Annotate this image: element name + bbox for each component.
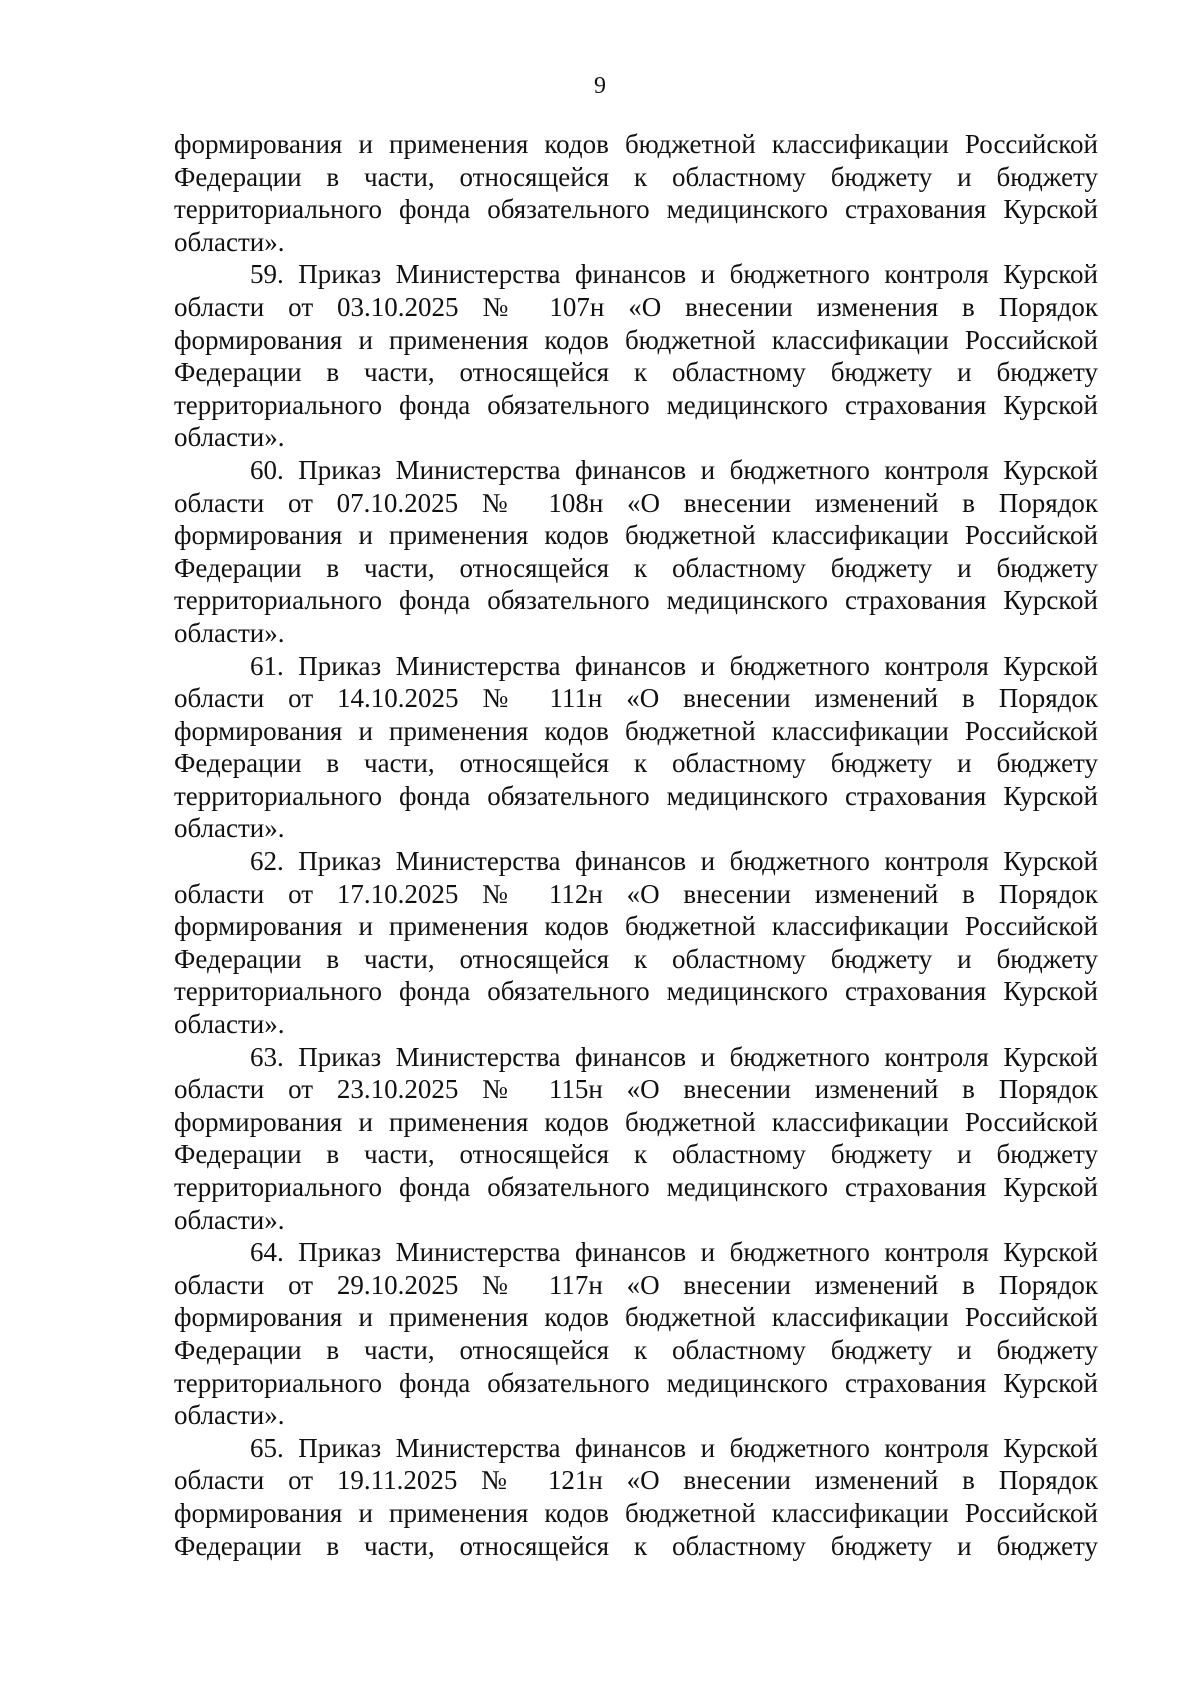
list-item-62: 62. Приказ Министерства финансов и бюджетного контроля Курской области от 17.10.2025 № 112н «О внесении изменений в Порядок формирования и применения кодов бюджетной классификации Российской Федерации в части, относящейся к областному бюджету и бюджету территориального фонда обязательного медицинского страхования Курской области».: [174, 846, 1098, 1040]
list-item-65: 65. Приказ Министерства финансов и бюджетного контроля Курской области от 19.11.2025 № 121н «О внесении изменений в Порядок формирования и применения кодов бюджетной классификации Российской Федерации в части, относящейся к областному бюджету и бюджету: [174, 1432, 1098, 1561]
list-item-60: 60. Приказ Министерства финансов и бюджетного контроля Курской области от 07.10.2025 № 108н «О внесении изменений в Порядок формирования и применения кодов бюджетной классификации Российской Федерации в части, относящейся к областному бюджету и бюджету территориального фонда обязательного медицинского страхования Курской области».: [174, 454, 1098, 648]
page-number: 9: [594, 73, 606, 99]
paragraph-continuation: формирования и применения кодов бюджетной классификации Российской Федерации в части, относящейся к областному бюджету и бюджету территориального фонда обязательного медицинского страхования Курской области».: [174, 129, 1098, 257]
list-item-61: 61. Приказ Министерства финансов и бюджетного контроля Курской области от 14.10.2025 № 111н «О внесении изменений в Порядок формирования и применения кодов бюджетной классификации Российской Федерации в части, относящейся к областному бюджету и бюджету территориального фонда обязательного медицинского страхования Курской области».: [174, 650, 1098, 844]
document-body: [174, 128, 1098, 1562]
list-item-59: 59. Приказ Министерства финансов и бюджетного контроля Курской области от 03.10.2025 № 107н «О внесении изменения в Порядок формирования и применения кодов бюджетной классификации Российской Федерации в части, относящейся к областному бюджету и бюджету территориального фонда обязательного медицинского страхования Курской области».: [174, 259, 1098, 453]
list-item-63: 63. Приказ Министерства финансов и бюджетного контроля Курской области от 23.10.2025 № 115н «О внесении изменений в Порядок формирования и применения кодов бюджетной классификации Российской Федерации в части, относящейся к областному бюджету и бюджету территориального фонда обязательного медицинского страхования Курской области».: [174, 1041, 1098, 1235]
list-item-64: 64. Приказ Министерства финансов и бюджетного контроля Курской области от 29.10.2025 № 117н «О внесении изменений в Порядок формирования и применения кодов бюджетной классификации Российской Федерации в части, относящейся к областному бюджету и бюджету территориального фонда обязательного медицинского страхования Курской области».: [174, 1237, 1098, 1431]
